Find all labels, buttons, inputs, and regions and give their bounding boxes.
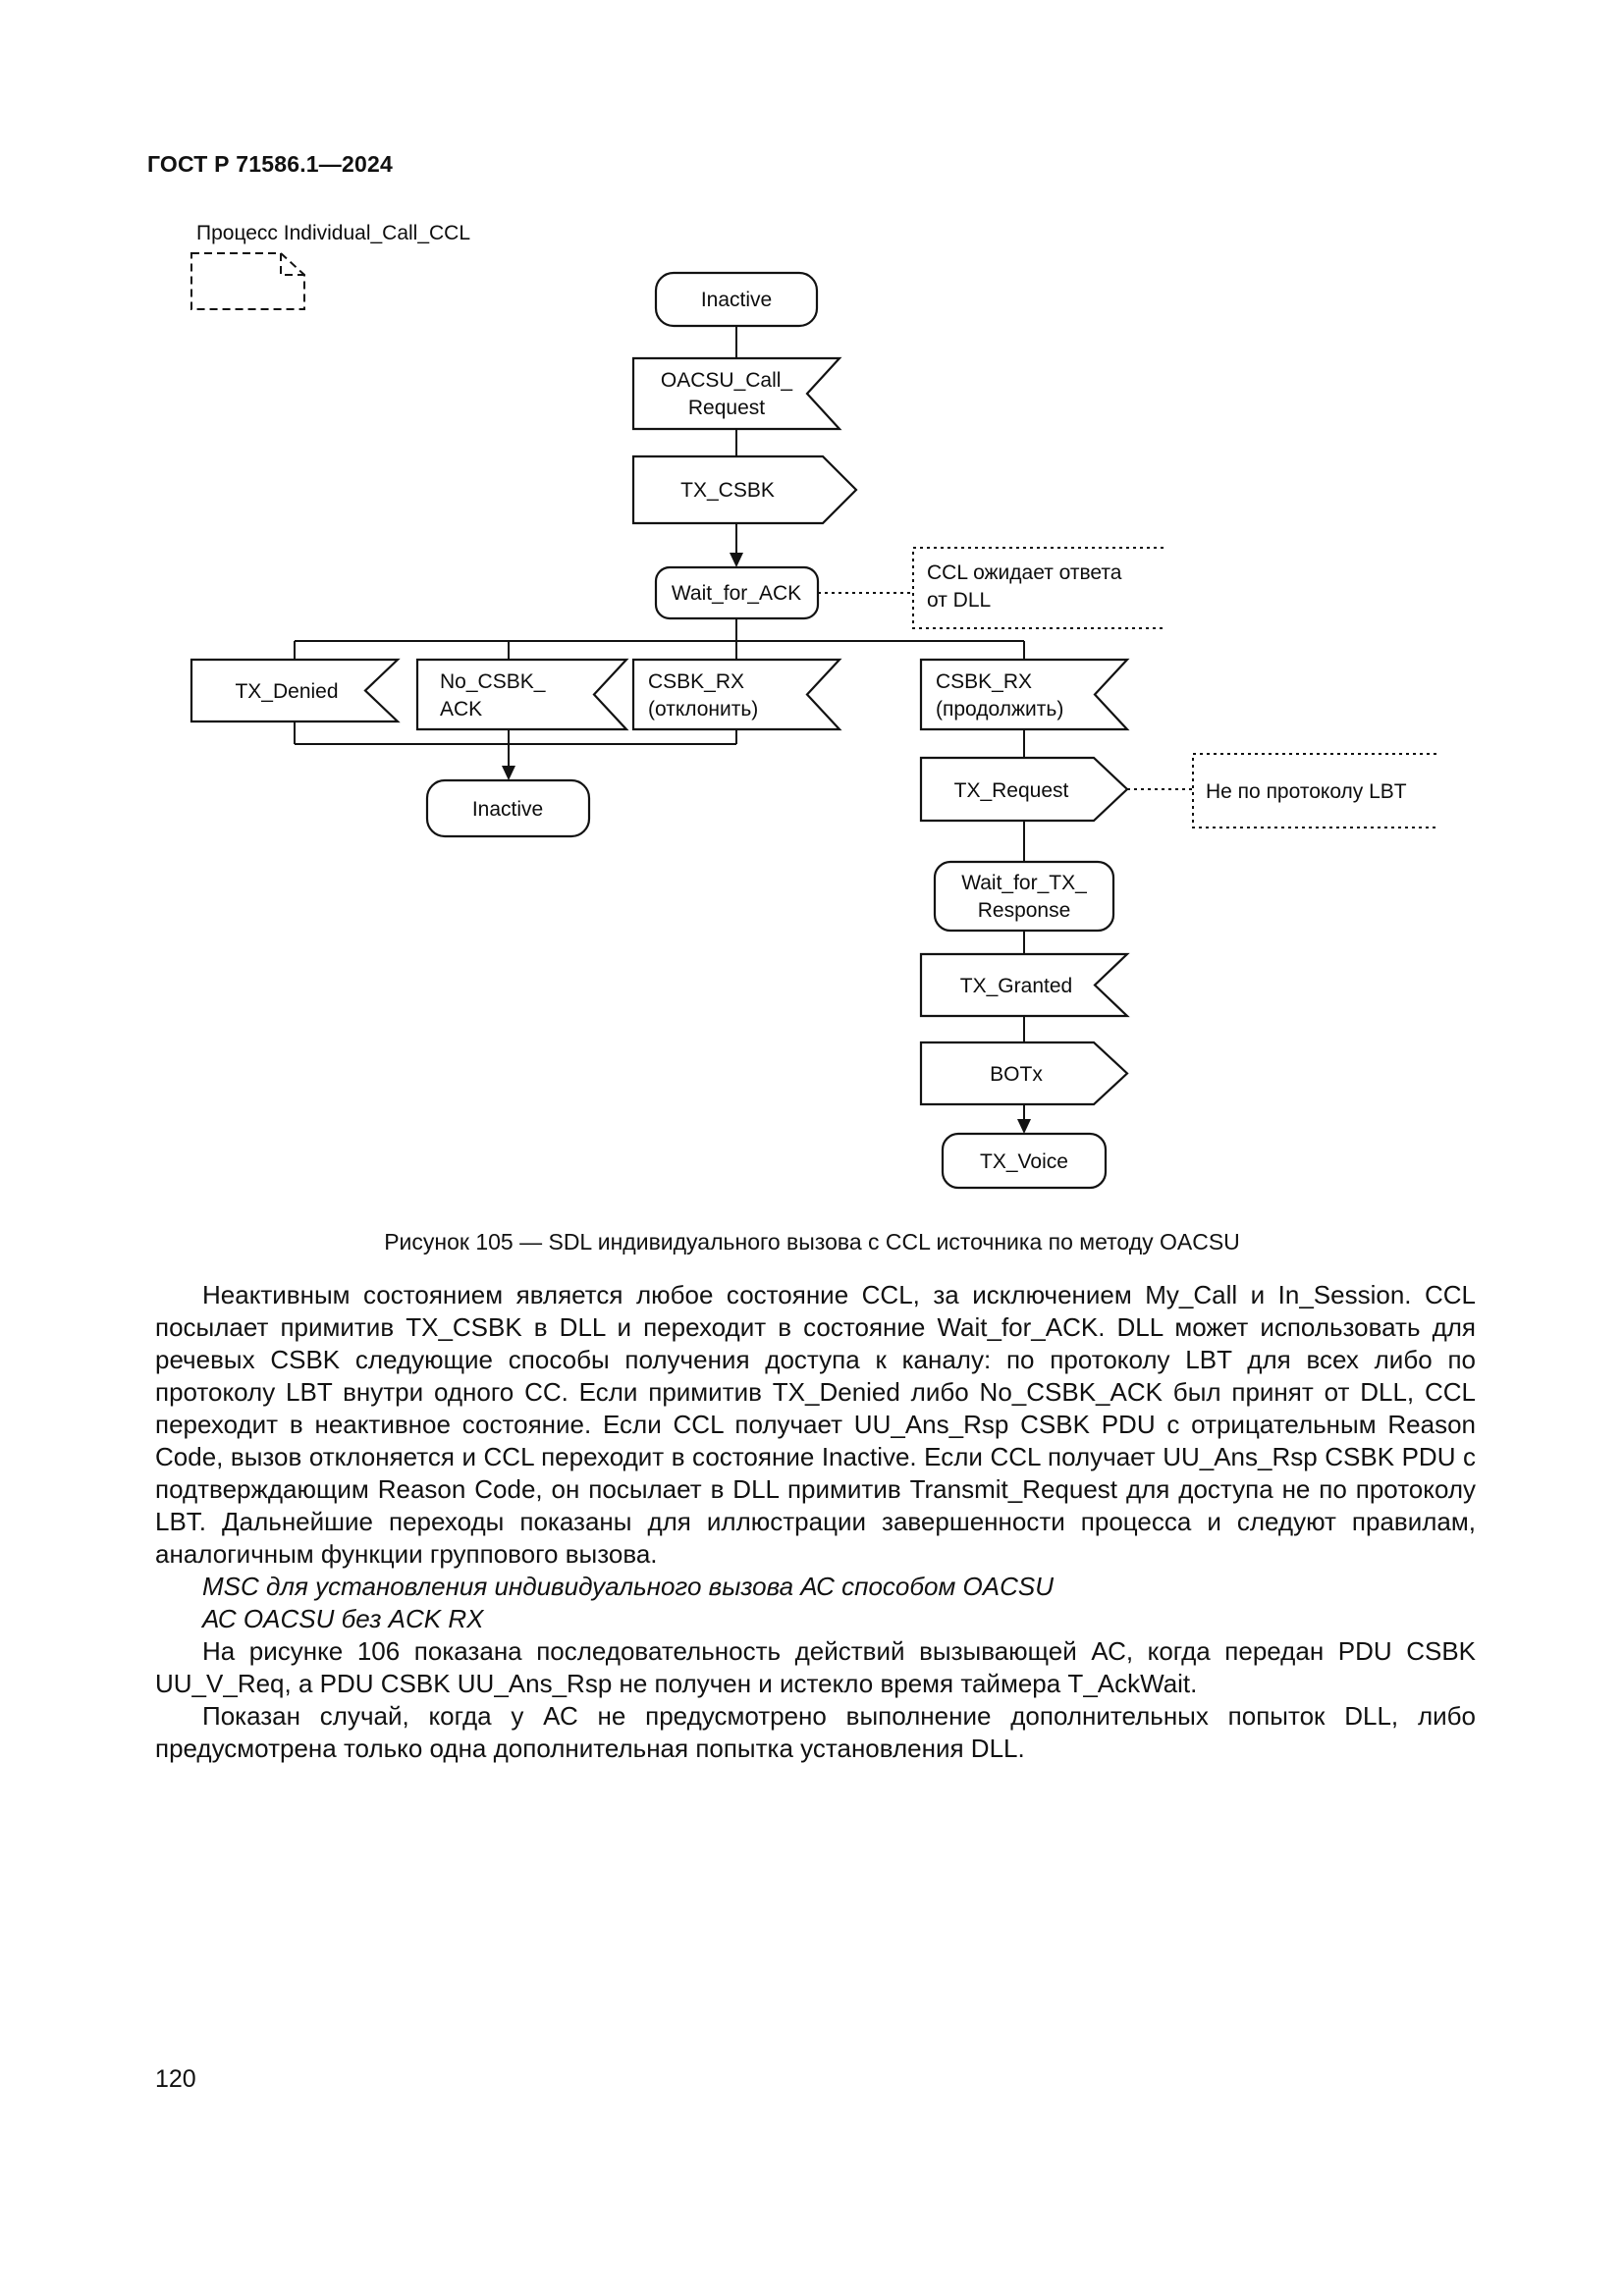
document-header: ГОСТ Р 71586.1—2024 bbox=[147, 151, 393, 177]
state-inactive-top-label: Inactive bbox=[700, 289, 773, 311]
output-tx-csbk-label: TX_CSBK bbox=[680, 479, 775, 502]
comment-ccl-line1: CCL ожидает ответа bbox=[927, 561, 1122, 584]
arrowhead bbox=[502, 766, 515, 780]
output-tx-request-label: TX_Request bbox=[953, 779, 1069, 802]
input-no-csbk-line1: No_CSBK_ bbox=[440, 670, 546, 693]
comment-bracket-ccl bbox=[913, 548, 1164, 628]
paragraph-italic: АС OACSU без ACK RX bbox=[202, 1604, 484, 1633]
paragraph-italic: MSC для установления индивидуального вызова АС способом OACSU bbox=[202, 1572, 1054, 1601]
process-label: Процесс Individual_Call_CCL bbox=[196, 222, 471, 244]
input-csbk-rx-reject-line2: (отклонить) bbox=[648, 698, 759, 721]
input-tx-denied-label: TX_Denied bbox=[235, 680, 339, 703]
body-text bbox=[155, 1279, 1476, 1765]
input-tx-granted-label: TX_Granted bbox=[959, 975, 1073, 997]
paragraph: Неактивным состоянием является любое состояние CCL, за исключением My_Call и In_Session. CCL посылает примитив TX_CSBK в DLL и переходит в состояние Wait_for_ACK. DLL может использовать для речевых CSBK следующие способы получения доступа к каналу: по протоколу LBT для всех либо по протоколу LBT внутри одного СС. Если примитив TX_Denied либо No_CSBK_ACK был принят от DLL, CCL переходит в неактивное состояние. Если CCL получает UU_Ans_Rsp CSBK PDU с отрицательным Reason Code, вызов отклоняется и CCL переходит в состояние Inactive. Если CCL получает UU_Ans_Rsp CSBK PDU с подтверждающим Reason Code, он посылает в DLL примитив Transmit_Request для доступа не по протоколу LBT. Дальнейшие переходы показаны для иллюстрации завершенности процесса и следуют правилам, аналогичным функции группового вызова. bbox=[155, 1280, 1476, 1569]
state-tx-voice-label: TX_Voice bbox=[980, 1150, 1068, 1173]
input-csbk-rx-continue-line2: (продолжить) bbox=[936, 698, 1064, 721]
paragraph: Показан случай, когда у АС не предусмотрено выполнение дополнительных попыток DLL, либо предусмотрена только одна дополнительная попытка установления DLL. bbox=[155, 1701, 1476, 1763]
input-oacsu-line2: Request bbox=[687, 397, 766, 419]
state-inactive-mid-label: Inactive bbox=[471, 798, 544, 821]
arrowhead bbox=[730, 553, 743, 567]
page-number: 120 bbox=[155, 2065, 196, 2093]
input-csbk-rx-reject-line1: CSBK_RX bbox=[648, 670, 745, 693]
state-wait-for-ack-label: Wait_for_ACK bbox=[671, 582, 802, 605]
state-wait-for-tx-line1: Wait_for_TX_ bbox=[961, 872, 1087, 894]
arrowhead bbox=[1017, 1119, 1031, 1134]
input-csbk-rx-continue-line1: CSBK_RX bbox=[936, 670, 1033, 693]
comment-lbt-label: Не по протоколу LBT bbox=[1206, 780, 1407, 803]
comment-ccl-line2: от DLL bbox=[927, 589, 992, 612]
paragraph: На рисунке 106 показана последовательность действий вызывающей АС, когда передан PDU CSBK UU_V_Req, а PDU CSBK UU_Ans_Rsp не получен и истекло время таймера T_AckWait. bbox=[155, 1636, 1476, 1698]
input-oacsu-line1: OACSU_Call_ bbox=[660, 369, 793, 392]
state-wait-for-tx-line2: Response bbox=[977, 899, 1071, 922]
input-no-csbk-line2: ACK bbox=[440, 698, 483, 721]
figure-caption: Рисунок 105 — SDL индивидуального вызова с CCL источника по методу OACSU bbox=[384, 1229, 1240, 1255]
output-botx-label: BOTx bbox=[990, 1063, 1043, 1086]
process-reference-symbol bbox=[191, 253, 304, 309]
